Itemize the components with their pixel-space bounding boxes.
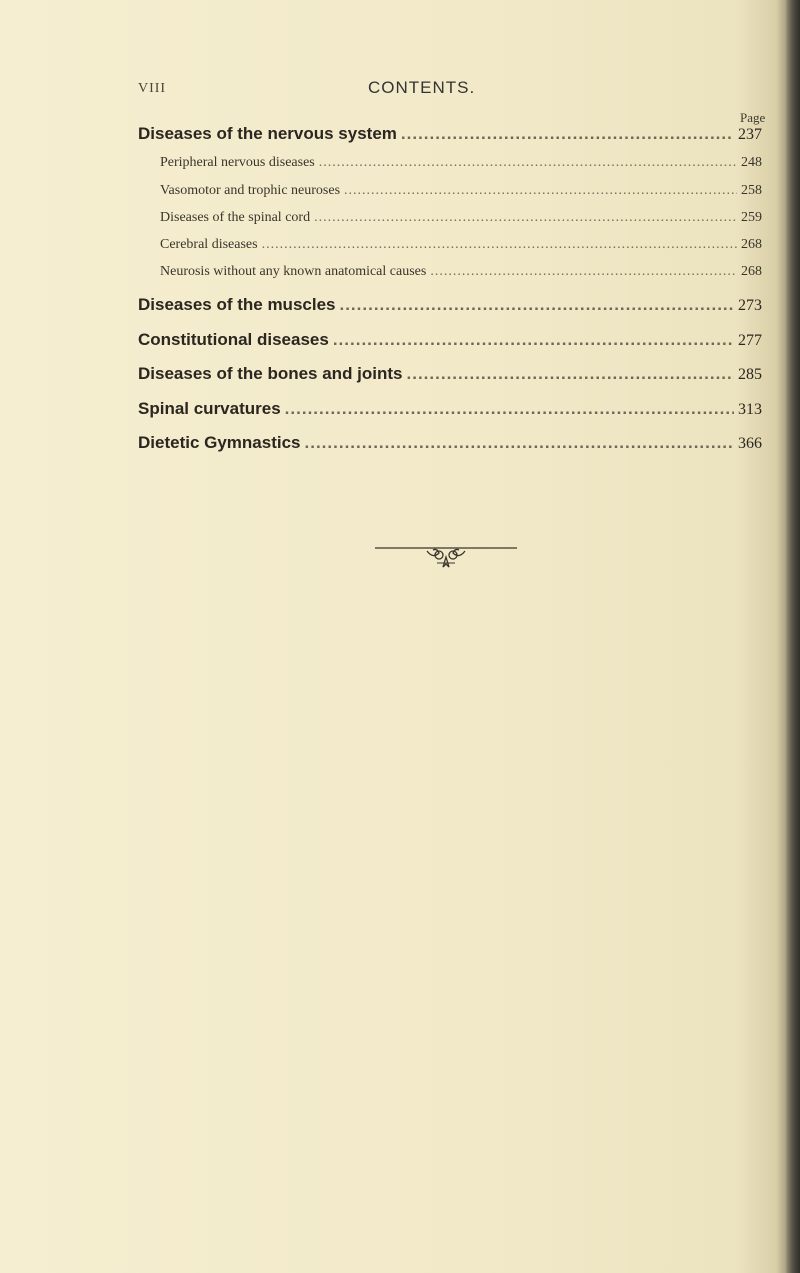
page-column-label: Page (740, 110, 766, 125)
toc-entry-title: Dietetic Gymnastics (138, 433, 301, 452)
toc-entry-page: 277 (738, 332, 762, 349)
toc-entry-title: Diseases of the spinal cord (160, 210, 311, 225)
dot-leader (333, 330, 734, 350)
toc-entry (138, 295, 762, 315)
toc-entry (160, 264, 762, 280)
dot-leader (407, 364, 734, 384)
toc-entry-page: 285 (738, 366, 762, 383)
toc-entry-page: 268 (741, 237, 762, 252)
page-edge (786, 0, 800, 1273)
page-number: VIII (138, 81, 167, 96)
dot-leader (305, 433, 734, 453)
toc-entry-page: 237 (738, 126, 762, 143)
page-title: CONTENTS. (368, 78, 476, 97)
toc-entry-page: 259 (741, 210, 762, 225)
toc-entry-page: 268 (741, 264, 762, 279)
toc-entry-page: 366 (738, 435, 762, 452)
dot-leader (401, 124, 734, 144)
dot-leader (319, 155, 737, 171)
toc-entry (138, 330, 762, 350)
toc-entry-title: Diseases of the muscles (138, 295, 336, 314)
dot-leader (344, 183, 737, 199)
toc-entry-page: 313 (738, 401, 762, 418)
toc-entry-title: Spinal curvatures (138, 399, 281, 418)
toc-entry (138, 364, 762, 384)
toc-entry (160, 237, 762, 253)
toc-entry-title: Neurosis without any known anatomical causes (160, 264, 427, 279)
toc-entry-title: Diseases of the bones and joints (138, 364, 403, 383)
toc-entry (138, 124, 762, 144)
toc-entry-title: Peripheral nervous diseases (160, 155, 315, 170)
dot-leader (430, 264, 737, 280)
dot-leader (339, 295, 734, 315)
toc-entry (138, 399, 762, 419)
toc-entry-title: Cerebral diseases (160, 237, 258, 252)
toc-entry (160, 210, 762, 226)
ornament-divider (375, 543, 517, 583)
dot-leader (314, 210, 737, 226)
toc-entry (160, 155, 762, 171)
running-header (0, 78, 800, 102)
toc-entry-page: 273 (738, 297, 762, 314)
toc-entry (160, 183, 762, 199)
dot-leader (285, 399, 734, 419)
toc-entry-page: 258 (741, 183, 762, 198)
toc-entry-title: Diseases of the nervous system (138, 124, 397, 143)
toc-entry-page: 248 (741, 155, 762, 170)
toc-entry-title: Vasomotor and trophic neuroses (160, 183, 341, 198)
toc-entry (138, 433, 762, 453)
dot-leader (262, 237, 737, 253)
toc-entry-title: Constitutional diseases (138, 330, 329, 349)
